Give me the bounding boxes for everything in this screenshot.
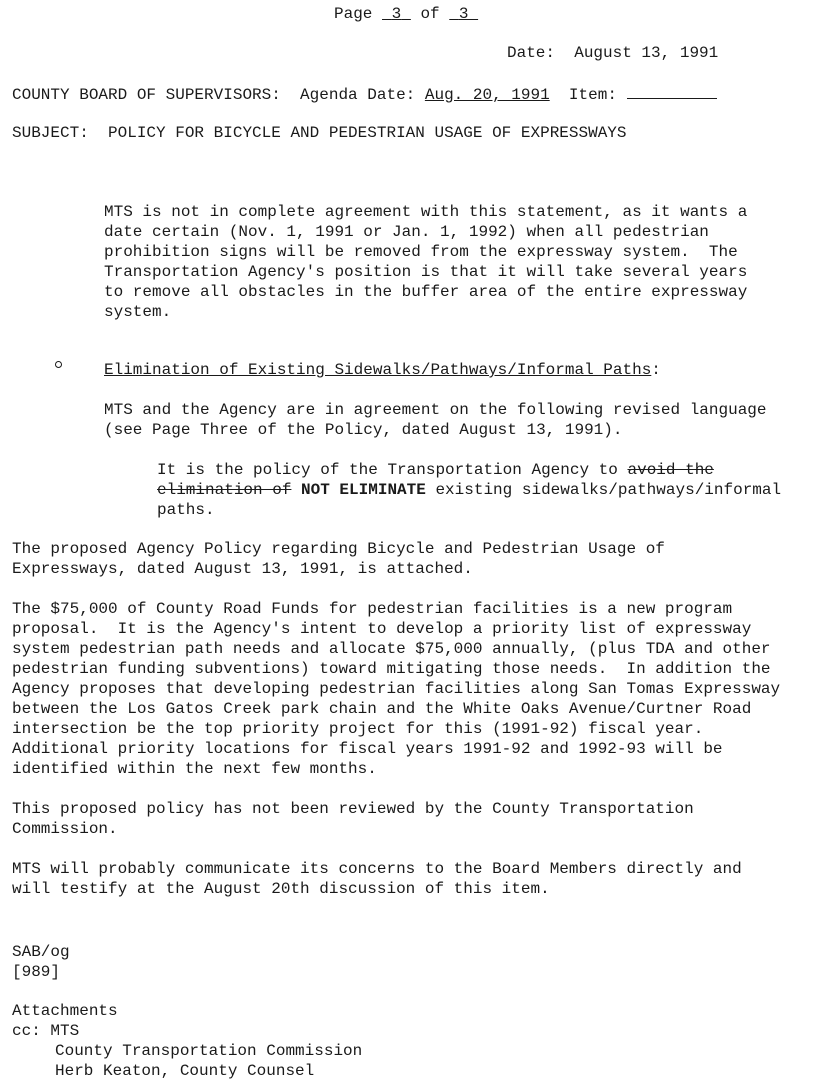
subject-line xyxy=(12,123,627,143)
agenda-date: Aug. 20, 1991 xyxy=(424,86,550,104)
text-line: proposal. It is the Agency's intent to develop a priority list of expressway xyxy=(12,620,752,638)
text-line: MTS is not in complete agreement with this statement, as it wants a xyxy=(104,203,748,221)
text-line: Transportation Agency's position is that it will take several years xyxy=(104,263,748,281)
text-line: MTS and the Agency are in agreement on the following revised language xyxy=(104,401,767,419)
text-line: paths. xyxy=(157,501,215,519)
date-line xyxy=(507,43,718,63)
cc-recipient: Herb Keaton, County Counsel xyxy=(55,1062,315,1080)
cc-label: cc: MTS xyxy=(12,1022,80,1040)
subject-label: SUBJECT: xyxy=(12,124,89,142)
attachments-label: Attachments xyxy=(12,1002,118,1020)
text-line: pedestrian funding subventions) toward mitigating those needs. In addition the xyxy=(12,660,771,678)
board-label: COUNTY BOARD OF SUPERVISORS: xyxy=(12,86,281,104)
text-line: Additional priority locations for fiscal years 1991-92 and 1992-93 will be xyxy=(12,740,723,758)
inserted-text: NOT ELIMINATE xyxy=(291,481,426,499)
text-line: date certain (Nov. 1, 1991 or Jan. 1, 1992) when all pedestrian xyxy=(104,223,709,241)
page-number: 3 xyxy=(391,5,402,23)
text-line: between the Los Gatos Creek park chain and the White Oaks Avenue/Curtner Road xyxy=(12,700,752,718)
item-label: Item: xyxy=(568,86,617,104)
date-value: August 13, 1991 xyxy=(574,44,719,62)
text-line: intersection be the top priority project for this (1991-92) fiscal year. xyxy=(12,720,704,738)
page-of: of xyxy=(420,5,440,23)
page-indicator xyxy=(334,4,478,24)
page-total: 3 xyxy=(458,5,469,23)
struck-text: elimination of xyxy=(157,481,292,499)
text-line: system. xyxy=(104,303,172,321)
text-line: (see Page Three of the Policy, dated August 13, 1991). xyxy=(104,421,623,439)
text-line: The $75,000 of County Road Funds for pedestrian facilities is a new program xyxy=(12,600,733,618)
page-prefix: Page xyxy=(334,5,373,23)
initials: SAB/og xyxy=(12,943,70,961)
text-line: It is the policy of the Transportation Agency to avoid the xyxy=(157,461,714,479)
text-line: Commission. xyxy=(12,820,118,838)
date-label: Date: xyxy=(507,44,556,62)
bullet-circle-icon xyxy=(55,361,62,368)
text-line: to remove all obstacles in the buffer area of the entire expressway xyxy=(104,283,748,301)
reference-number: [989] xyxy=(12,963,61,981)
text-line: elimination of NOT ELIMINATE existing sidewalks/pathways/informal xyxy=(157,481,782,499)
text-line: will testify at the August 20th discussion of this item. xyxy=(12,880,550,898)
text-line: The proposed Agency Policy regarding Bicycle and Pedestrian Usage of xyxy=(12,540,665,558)
subject-value: POLICY FOR BICYCLE AND PEDESTRIAN USAGE OF EXPRESSWAYS xyxy=(108,124,627,142)
text-line: prohibition signs will be removed from the expressway system. The xyxy=(104,243,738,261)
text-line: This proposed policy has not been reviewed by the County Transportation xyxy=(12,800,694,818)
text-line: system pedestrian path needs and allocate $75,000 annually, (plus TDA and other xyxy=(12,640,771,658)
bullet-heading: Elimination of Existing Sidewalks/Pathways/Informal Paths: xyxy=(104,361,661,379)
text-line: Expressways, dated August 13, 1991, is attached. xyxy=(12,560,473,578)
board-line xyxy=(12,84,717,105)
text-line: Agency proposes that developing pedestrian facilities along San Tomas Expressway xyxy=(12,680,781,698)
text-line: MTS will probably communicate its concerns to the Board Members directly and xyxy=(12,860,742,878)
struck-text: avoid the xyxy=(627,461,714,479)
cc-recipient: County Transportation Commission xyxy=(55,1042,363,1060)
text-line: identified within the next few months. xyxy=(12,760,377,778)
agenda-label: Agenda Date: xyxy=(300,86,416,104)
item-blank xyxy=(627,84,717,99)
